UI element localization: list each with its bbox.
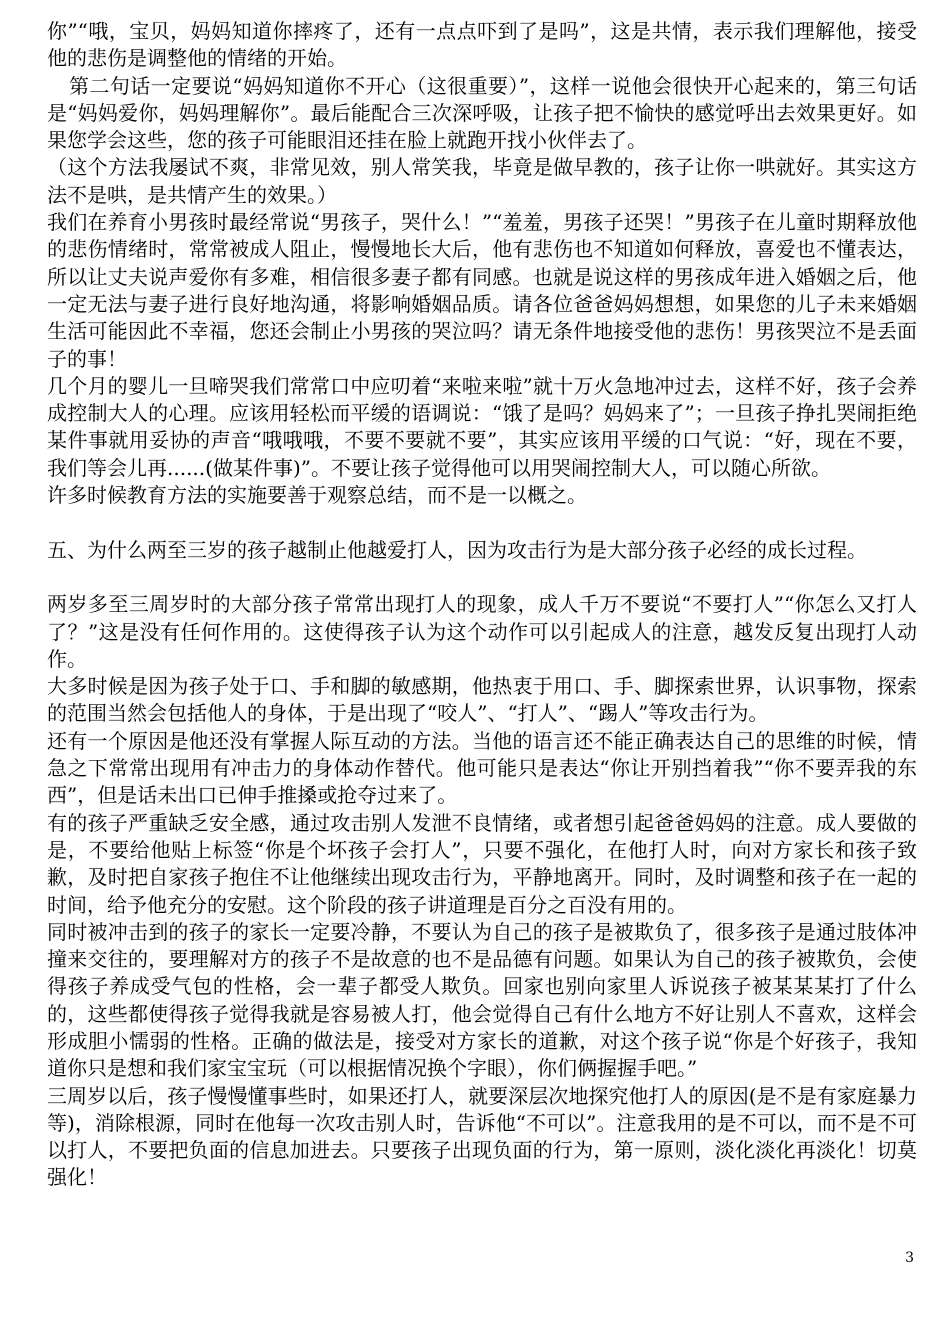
paragraph-infant-crying: 几个月的婴儿一旦啼哭我们常常口中应叨着“来啦来啦”就十万火急地冲过去，这样不好，孩子会养成控制大人的心理。应该用轻松而平缓的语调说：“饿了是吗？妈妈来了”；一旦孩子挣扎哭闹拒绝某件事就用妥协的声音“哦哦哦，不要不要就不要”，其实应该用平缓的口气说：“好，现在不要，我们等会儿再......(做某件事)”。不要让孩子觉得他可以用哭闹控制大人，可以随心所欲。 xyxy=(47,373,917,480)
paragraph-sensitive-period: 大多时候是因为孩子处于口、手和脚的敏感期，他热衷于用口、手、脚探索世界，认识事物，探索的范围当然会包括他人的身体，于是出现了“咬人”、“打人”、“踢人”等攻击行为。 xyxy=(47,674,917,726)
document-page xyxy=(47,18,917,1192)
blank-line xyxy=(47,564,917,591)
paragraph-empathy-example: 你”“哦，宝贝，妈妈知道你摔疼了，还有一点点吓到了是吗”，这是共情，表示我们理解他，接受他的悲伤是调整他的情绪的开始。 xyxy=(47,19,917,71)
paragraph-observation-summary: 许多时候教育方法的实施要善于观察总结，而不是一以概之。 xyxy=(47,483,587,508)
paragraph-boys-crying: 我们在养育小男孩时最经常说“男孩子，哭什么！”“羞羞，男孩子还哭！”男孩子在儿童时期释放他的悲伤情绪时，常常被成人阻止，慢慢地长大后，他有悲伤也不知道如何释放，喜爱也不懂表达，所以让丈夫说声爱你有多难，相信很多妻子都有同感。也就是说这样的男孩成年进入婚姻之后，他一定无法与妻子进行良好地沟通，将影响婚姻品质。请各位爸爸妈妈想想，如果您的儿子未来婚姻生活可能因此不幸福，您还会制止小男孩的哭泣吗？请无条件地接受他的悲伤！男孩哭泣不是丢面子的事！ xyxy=(47,210,917,371)
paragraph-after-three: 三周岁以后，孩子慢慢懂事些时，如果还打人，就要深层次地探究他打人的原因(是不是有家庭暴力等)，消除根源，同时在他每一次攻击别人时，告诉他“不可以”。注意我用的是不可以，而不是不可以打人，不要把负面的信息加进去。只要孩子出现负面的行为，第一原则，淡化淡化再淡化！切莫强化！ xyxy=(47,1083,917,1190)
paragraph-social-interaction: 还有一个原因是他还没有掌握人际互动的方法。当他的语言还不能正确表达自己的思维的时候，情急之下常常出现用有冲击力的身体动作替代。他可能只是表达“你让开别挡着我”“你不要弄我的东西”，但是话未出口已伸手推搡或抢夺过来了。 xyxy=(47,728,917,808)
paragraph-author-note: （这个方法我屡试不爽，非常见效，别人常笑我，毕竟是做早教的，孩子让你一哄就好。其实这方法不是哄，是共情产生的效果。） xyxy=(47,155,917,207)
blank-line xyxy=(47,509,917,536)
paragraph-hitting-intro: 两岁多至三周岁时的大部分孩子常常出现打人的现象，成人千万不要说“不要打人”“你怎么又打人了？”这是没有任何作用的。这使得孩子认为这个动作可以引起成人的注意，越发反复出现打人动作。 xyxy=(47,592,917,671)
paragraph-second-sentence: 第二句话一定要说“妈妈知道你不开心（这很重要）”，这样一说他会很快开心起来的，第三句话是“妈妈爱你，妈妈理解你”。最后能配合三次深呼吸，让孩子把不愉快的感觉呼出去效果更好。如果您学会这些，您的孩子可能眼泪还挂在脸上就跑开找小伙伴去了。 xyxy=(47,73,917,153)
section-heading-five: 五、为什么两至三岁的孩子越制止他越爱打人，因为攻击行为是大部分孩子必经的成长过程。 xyxy=(47,537,867,562)
paragraph-insecurity: 有的孩子严重缺乏安全感，通过攻击别人发泄不良情绪，或者想引起爸爸妈妈的注意。成人要做的是，不要给他贴上标签“你是个坏孩子会打人”，只要不强化，在他打人时，向对方家长和孩子致歉，及时把自家孩子抱住不让他继续出现攻击行为，平静地离开。同时，及时调整和孩子在一起的时间，给予他充分的安慰。这个阶段的孩子讲道理是百分之百没有用的。 xyxy=(47,810,917,917)
page-number: 3 xyxy=(905,1250,914,1266)
paragraph-other-parent: 同时被冲击到的孩子的家长一定要冷静，不要认为自己的孩子是被欺负了，很多孩子是通过肢体冲撞来交往的，要理解对方的孩子不是故意的也不是品德有问题。如果认为自己的孩子被欺负，会使得孩子养成受气包的性格，会一辈子都受人欺负。回家也别向家里人诉说孩子被某某某打了什么的，这些都使得孩子觉得我就是容易被人打，他会觉得自己有什么地方不好让别人不喜欢，这样会形成胆小懦弱的性格。正确的做法是，接受对方家长的道歉，对这个孩子说“你是个好孩子，我知道你只是想和我们家宝宝玩（可以根据情况换个字眼），你们俩握握手吧。” xyxy=(47,919,917,1081)
